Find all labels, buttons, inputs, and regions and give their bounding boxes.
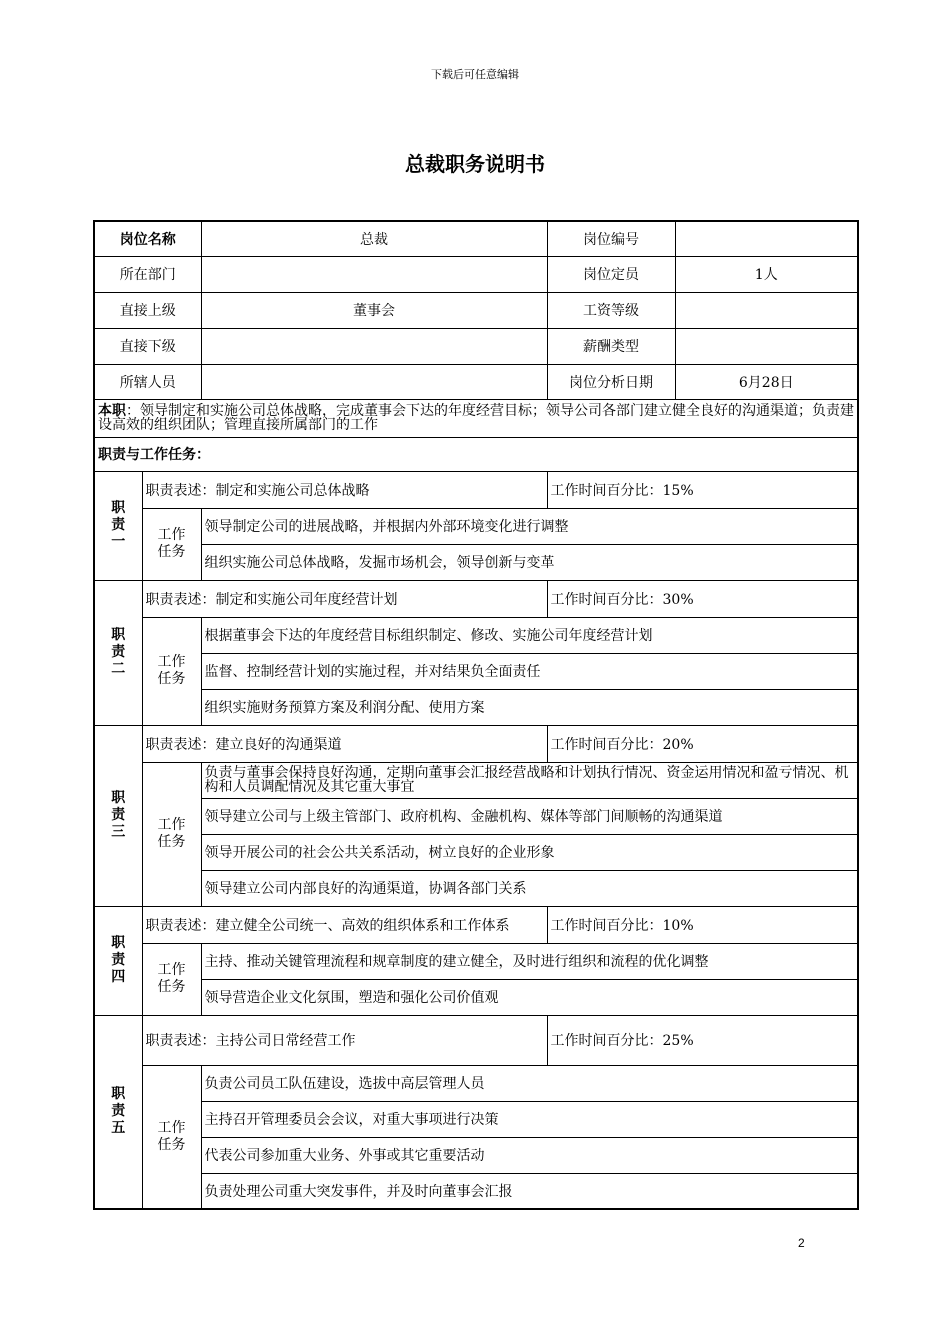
task-row xyxy=(94,508,858,544)
info-row xyxy=(94,256,858,292)
time-percent: 工作时间百分比：20% xyxy=(547,725,858,762)
duty-summary-row xyxy=(94,399,858,437)
task-item: 监督、控制经营计划的实施过程，并对结果负全面责任 xyxy=(201,653,858,689)
task-row xyxy=(94,1101,858,1137)
analysis-date-label: 岗位分析日期 xyxy=(547,364,675,399)
superior-label: 直接上级 xyxy=(94,292,201,328)
task-item: 组织实施公司总体战略，发掘市场机会，领导创新与变革 xyxy=(201,544,858,580)
duty-description-row xyxy=(94,1015,858,1065)
task-item: 负责公司员工队伍建设，选拔中高层管理人员 xyxy=(201,1065,858,1101)
position-code-label: 岗位编号 xyxy=(547,221,675,256)
position-code-value xyxy=(675,221,858,256)
time-percent: 工作时间百分比：30% xyxy=(547,580,858,617)
position-name-label: 岗位名称 xyxy=(94,221,201,256)
task-item: 负责与董事会保持良好沟通，定期向董事会汇报经营战略和计划执行情况、资金运用情况和盈亏情况、机构和人员调配情况及其它重大事宜 xyxy=(201,762,858,798)
time-percent: 工作时间百分比：25% xyxy=(547,1015,858,1065)
task-item: 领导营造企业文化氛围，塑造和强化公司价值观 xyxy=(201,979,858,1015)
salary-grade-value xyxy=(675,292,858,328)
department-label: 所在部门 xyxy=(94,256,201,292)
task-item: 领导建立公司与上级主管部门、政府机构、金融机构、媒体等部门间顺畅的沟通渠道 xyxy=(201,798,858,834)
headcount-label: 岗位定员 xyxy=(547,256,675,292)
task-row xyxy=(94,870,858,906)
task-label: 工作 任务 xyxy=(142,1065,201,1209)
duty-summary-label: 本职 xyxy=(98,403,126,419)
duty-description-row xyxy=(94,725,858,762)
task-label: 工作 任务 xyxy=(142,762,201,906)
task-row xyxy=(94,1137,858,1173)
info-row xyxy=(94,221,858,256)
duty-description: 职责表述：制定和实施公司总体战略 xyxy=(142,471,547,508)
department-value xyxy=(201,256,547,292)
duty-label: 职 责 四 xyxy=(94,906,142,1015)
task-item: 负责处理公司重大突发事件，并及时向董事会汇报 xyxy=(201,1173,858,1209)
job-description-table xyxy=(93,220,859,1210)
duty-description: 职责表述：建立健全公司统一、高效的组织体系和工作体系 xyxy=(142,906,547,943)
salary-grade-label: 工资等级 xyxy=(547,292,675,328)
task-item: 根据董事会下达的年度经营目标组织制定、修改、实施公司年度经营计划 xyxy=(201,617,858,653)
headcount-value: 1人 xyxy=(675,256,858,292)
info-row xyxy=(94,328,858,364)
duty-label: 职 责 二 xyxy=(94,580,142,725)
task-label: 工作 任务 xyxy=(142,943,201,1015)
duty-description: 职责表述：主持公司日常经营工作 xyxy=(142,1015,547,1065)
subordinate-label: 直接下级 xyxy=(94,328,201,364)
header-note: 下载后可任意编辑 xyxy=(431,68,519,81)
responsibilities-header-row xyxy=(94,437,858,471)
task-item: 领导开展公司的社会公共关系活动，树立良好的企业形象 xyxy=(201,834,858,870)
staff-label: 所辖人员 xyxy=(94,364,201,399)
duty-label: 职 责 一 xyxy=(94,471,142,580)
document-title: 总裁职务说明书 xyxy=(405,152,545,176)
subordinate-value xyxy=(201,328,547,364)
task-row xyxy=(94,544,858,580)
page-number: 2 xyxy=(798,1236,805,1250)
time-percent: 工作时间百分比：15% xyxy=(547,471,858,508)
task-item: 领导制定公司的进展战略，并根据内外部环境变化进行调整 xyxy=(201,508,858,544)
responsibilities-header: 职责与工作任务： xyxy=(94,437,858,471)
task-item: 领导建立公司内部良好的沟通渠道，协调各部门关系 xyxy=(201,870,858,906)
task-label: 工作 任务 xyxy=(142,508,201,580)
superior-value: 董事会 xyxy=(201,292,547,328)
task-item: 主持、推动关键管理流程和规章制度的建立健全，及时进行组织和流程的优化调整 xyxy=(201,943,858,979)
task-row xyxy=(94,834,858,870)
info-row xyxy=(94,364,858,399)
duty-description: 职责表述：建立良好的沟通渠道 xyxy=(142,725,547,762)
task-row xyxy=(94,653,858,689)
task-row xyxy=(94,762,858,798)
task-row xyxy=(94,1173,858,1209)
duty-summary-text: ：领导制定和实施公司总体战略，完成董事会下达的年度经营目标；领导公司各部门建立健全良好的沟通渠道；负责建设高效的组织团队；管理直接所属部门的工作 xyxy=(98,403,854,433)
task-item: 组织实施财务预算方案及利润分配、使用方案 xyxy=(201,689,858,725)
duty-label: 职 责 五 xyxy=(94,1015,142,1209)
task-row xyxy=(94,979,858,1015)
task-label: 工作 任务 xyxy=(142,617,201,725)
task-item: 主持召开管理委员会会议，对重大事项进行决策 xyxy=(201,1101,858,1137)
duty-description-row xyxy=(94,580,858,617)
position-name-value: 总裁 xyxy=(201,221,547,256)
pay-type-label: 薪酬类型 xyxy=(547,328,675,364)
info-row xyxy=(94,292,858,328)
task-row xyxy=(94,798,858,834)
analysis-date-value: 6月28日 xyxy=(675,364,858,399)
duty-description-row xyxy=(94,471,858,508)
task-row xyxy=(94,617,858,653)
duty-description-row xyxy=(94,906,858,943)
time-percent: 工作时间百分比：10% xyxy=(547,906,858,943)
pay-type-value xyxy=(675,328,858,364)
duty-description: 职责表述：制定和实施公司年度经营计划 xyxy=(142,580,547,617)
task-row xyxy=(94,1065,858,1101)
duty-summary xyxy=(94,399,858,437)
task-item: 代表公司参加重大业务、外事或其它重要活动 xyxy=(201,1137,858,1173)
task-row xyxy=(94,943,858,979)
staff-value xyxy=(201,364,547,399)
task-row xyxy=(94,689,858,725)
duty-label: 职 责 三 xyxy=(94,725,142,906)
